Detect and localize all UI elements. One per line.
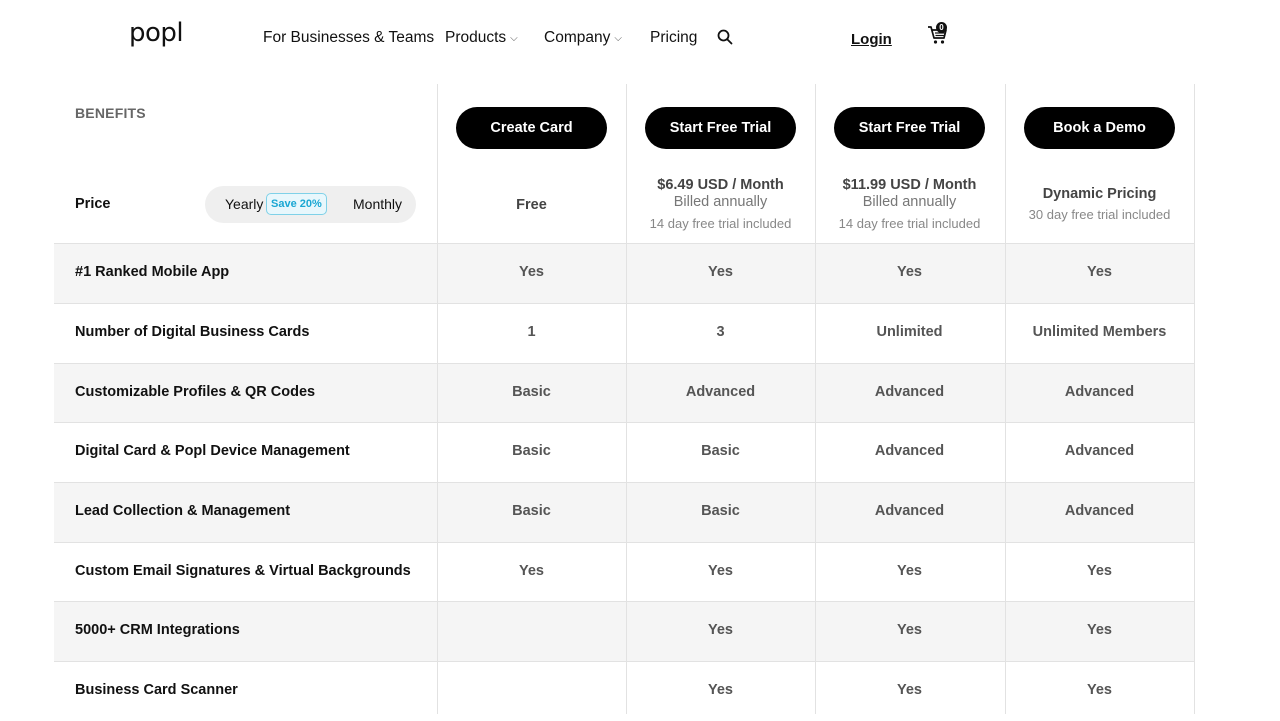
- table-cell: Unlimited Members: [1032, 324, 1167, 340]
- table-cell: Advanced: [874, 443, 945, 459]
- table-cell: Yes: [1087, 622, 1112, 638]
- table-cell: Basic: [701, 443, 740, 459]
- table-row: [54, 422, 1194, 482]
- start-free-trial-button[interactable]: Start Free Trial: [645, 107, 796, 149]
- benefits-heading: BENEFITS: [75, 105, 146, 121]
- column-divider: [815, 84, 816, 714]
- price-plan-4: [1005, 164, 1194, 243]
- table-cell: Yes: [1087, 682, 1112, 698]
- search-icon[interactable]: [717, 29, 733, 45]
- plan-price: Free: [516, 197, 547, 213]
- table-cell: Yes: [519, 563, 544, 579]
- table-cell: Advanced: [1064, 443, 1135, 459]
- table-cell: Basic: [512, 503, 551, 519]
- table-row: [54, 482, 1194, 542]
- table-cell: Unlimited: [876, 324, 943, 340]
- row-label: #1 Ranked Mobile App: [75, 264, 230, 280]
- nav-link-pricing[interactable]: [650, 29, 697, 47]
- plan-trial: 30 day free trial included: [1028, 207, 1171, 222]
- table-row: [54, 363, 1194, 423]
- table-cell: Basic: [512, 443, 551, 459]
- table-row: [54, 303, 1194, 363]
- table-cell: Advanced: [874, 503, 945, 519]
- nav-link-label: For Businesses & Teams: [263, 29, 435, 46]
- book-demo-button[interactable]: Book a Demo: [1024, 107, 1175, 149]
- table-cell: Advanced: [1064, 503, 1135, 519]
- nav-link-label: Pricing: [650, 29, 698, 46]
- table-cell: Yes: [897, 563, 922, 579]
- table-row: [54, 243, 1194, 303]
- table-cell: Basic: [701, 503, 740, 519]
- nav-link-businesses-teams[interactable]: [263, 29, 434, 47]
- plan-billing: Billed annually: [673, 194, 768, 210]
- price-label: Price: [75, 196, 111, 212]
- toggle-yearly[interactable]: Yearly: [225, 196, 264, 212]
- table-header: [54, 84, 1194, 243]
- table-cell: Yes: [897, 264, 922, 280]
- table-cell: Basic: [512, 384, 551, 400]
- table-cell: Yes: [1087, 264, 1112, 280]
- row-label: Digital Card & Popl Device Management: [75, 443, 350, 459]
- table-cell: Yes: [708, 622, 733, 638]
- plan-trial: 14 day free trial included: [838, 216, 981, 231]
- row-label: Customizable Profiles & QR Codes: [75, 384, 316, 400]
- plan-price: Dynamic Pricing: [1042, 186, 1157, 202]
- plan-billing: Billed annually: [862, 194, 957, 210]
- save-badge: Save 20%: [266, 193, 327, 215]
- plan-price: $6.49 USD / Month: [657, 177, 784, 193]
- table-cell: 3: [716, 324, 725, 340]
- table-row: [54, 601, 1194, 661]
- nav-link-company[interactable]: [544, 29, 622, 47]
- table-cell: Yes: [897, 682, 922, 698]
- table-cell: Yes: [708, 682, 733, 698]
- plan-trial: 14 day free trial included: [649, 216, 792, 231]
- create-card-button[interactable]: Create Card: [456, 107, 607, 149]
- column-divider: [626, 84, 627, 714]
- toggle-monthly[interactable]: Monthly: [353, 196, 403, 212]
- column-divider: [1005, 84, 1006, 714]
- column-divider: [1194, 84, 1195, 714]
- table-cell: Advanced: [1064, 384, 1135, 400]
- nav-link-label: Company: [544, 29, 611, 46]
- table-cell: Yes: [519, 264, 544, 280]
- table-cell: Yes: [708, 264, 733, 280]
- price-free: [437, 164, 626, 243]
- table-cell: Yes: [897, 622, 922, 638]
- billing-toggle[interactable]: [205, 186, 416, 223]
- column-divider: [437, 84, 438, 714]
- table-cell: Yes: [708, 563, 733, 579]
- top-navigation: [0, 0, 1280, 80]
- price-plan-3: [815, 164, 1004, 243]
- chevron-down-icon: ⌵: [614, 33, 622, 44]
- cart-count-badge: 0: [936, 22, 947, 33]
- table-cell: 1: [527, 324, 536, 340]
- nav-link-label: Products: [445, 29, 507, 46]
- chevron-down-icon: ⌵: [510, 33, 518, 44]
- row-label: Business Card Scanner: [75, 682, 238, 698]
- nav-link-products[interactable]: [445, 29, 518, 47]
- login-link[interactable]: Login: [851, 31, 892, 48]
- row-label: 5000+ CRM Integrations: [75, 622, 240, 638]
- table-cell: Advanced: [874, 384, 945, 400]
- table-row: [54, 661, 1194, 721]
- row-label: Number of Digital Business Cards: [75, 324, 310, 340]
- start-free-trial-button[interactable]: Start Free Trial: [834, 107, 985, 149]
- row-label: Custom Email Signatures & Virtual Backgrounds: [75, 563, 411, 579]
- row-label: Lead Collection & Management: [75, 503, 291, 519]
- table-cell: Advanced: [685, 384, 756, 400]
- table-cell: Yes: [1087, 563, 1112, 579]
- popl-logo[interactable]: popl: [129, 18, 184, 48]
- price-plan-2: [626, 164, 815, 243]
- plan-price: $11.99 USD / Month: [842, 177, 977, 193]
- table-row: [54, 542, 1194, 602]
